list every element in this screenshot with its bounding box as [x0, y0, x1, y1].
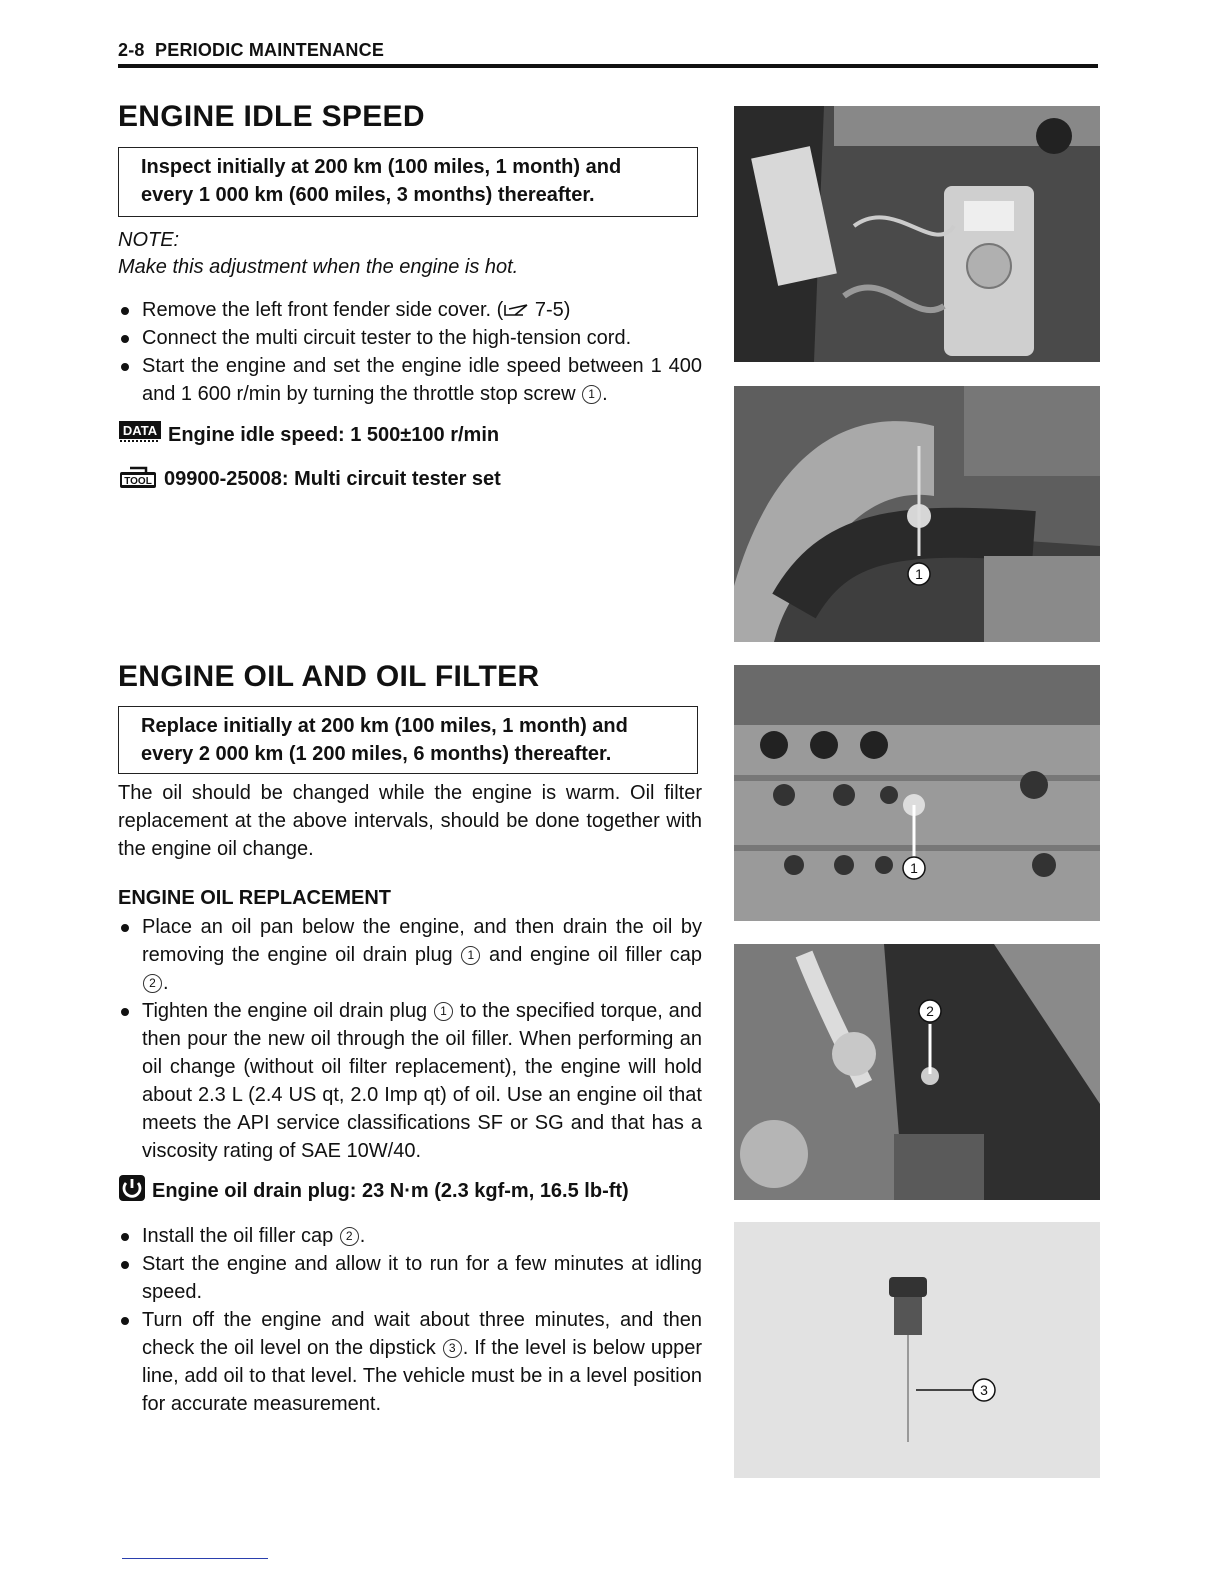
oil-steps: [118, 913, 702, 1165]
svg-text:1: 1: [910, 860, 918, 876]
photo-tester-connection: [734, 106, 1100, 362]
tool-spec: [118, 464, 501, 494]
svg-text:3: 3: [980, 1382, 988, 1398]
svg-text:TOOL: TOOL: [124, 476, 152, 487]
tool-value: 09900-25008: Multi circuit tester set: [164, 467, 501, 490]
oil-step-2: Tighten the engine oil drain plug 1 to the specified torque, and then pour the new oil through the oil filler. When performing an oil change (without oil filter replacement), the engine will hold about 2.3 L (2.4 US qt, 2.0 Imp qt) of oil. Use an engine oil that meets the API service classifications SF or SG and that has a viscosity rating of SAE 10W/40.: [118, 997, 702, 1165]
oil-step-5: Turn off the engine and wait about three minutes, and then check the oil level on the dipstick 3 . If the level is below upper line, add oil to that level. The vehicle must be in a level position for accurate measurement.: [118, 1306, 702, 1418]
svg-text:1: 1: [915, 566, 923, 582]
callout-1-marker: 1: [434, 1002, 453, 1021]
photo-oil-filler-cap: [734, 944, 1100, 1200]
oil-replacement-heading: ENGINE OIL REPLACEMENT: [118, 887, 391, 909]
callout-2-marker: 2: [143, 974, 162, 993]
oil-box-line1: Replace initially at 200 km (100 miles, 1 month) and: [141, 715, 628, 737]
photo-throttle-stop-screw: [734, 386, 1100, 642]
header-rule: [118, 64, 1098, 68]
callout-1-marker: 1: [461, 946, 480, 965]
callout-1-marker: 1: [582, 385, 601, 404]
idle-speed-value: Engine idle speed: 1 500±100 r/min: [168, 423, 500, 446]
oil-box-line2: every 2 000 km (1 200 miles, 6 months) thereafter.: [141, 743, 612, 765]
oil-final-steps: [118, 1222, 702, 1418]
oil-step-3: Install the oil filler cap 2 .: [118, 1222, 702, 1250]
idle-interval-box: [118, 147, 698, 217]
photo-oil-drain-plug: [734, 665, 1100, 921]
idle-step-1: Remove the left front fender side cover. ( 7-5): [118, 296, 702, 324]
callout-2-marker: 2: [340, 1227, 359, 1246]
photo-dipstick: [734, 1222, 1100, 1478]
idle-speed-spec: [118, 420, 499, 450]
oil-step-4: Start the engine and allow it to run for a few minutes at idling speed.: [118, 1250, 702, 1306]
reference-arrow-icon: [503, 302, 529, 318]
header-title: 2-8 PERIODIC MAINTENANCE: [118, 40, 385, 60]
idle-steps: [118, 296, 702, 408]
idle-box-line1: Inspect initially at 200 km (100 miles, 1 month) and: [141, 156, 622, 178]
note-text: Make this adjustment when the engine is hot.: [118, 256, 519, 278]
svg-text:2: 2: [926, 1003, 934, 1019]
data-icon: [118, 419, 162, 451]
footer-line: [122, 1558, 268, 1559]
torque-icon: [118, 1174, 146, 1208]
idle-title: ENGINE IDLE SPEED: [118, 100, 425, 133]
idle-step-2: Connect the multi circuit tester to the high-tension cord.: [118, 324, 702, 352]
callout-3-marker: 3: [443, 1339, 462, 1358]
svg-text:DATA: DATA: [122, 423, 158, 438]
oil-interval-box: [118, 706, 698, 774]
oil-intro: The oil should be changed while the engine is warm. Oil filter replacement at the above intervals, should be done together with the engine oil change.: [118, 782, 702, 860]
oil-title: ENGINE OIL AND OIL FILTER: [118, 660, 540, 693]
torque-spec: [118, 1176, 629, 1206]
page-header: [118, 40, 1098, 68]
oil-step-1: Place an oil pan below the engine, and then drain the oil by removing the engine oil drain plug 1 and engine oil filler cap 2 .: [118, 913, 702, 997]
torque-value: Engine oil drain plug: 23 N·m (2.3 kgf-m, 16.5 lb-ft): [152, 1179, 629, 1202]
tool-icon: [118, 462, 158, 496]
idle-step-3: Start the engine and set the engine idle speed between 1 400 and 1 600 r/min by turning the throttle stop screw 1 .: [118, 352, 702, 408]
note-label: NOTE:: [118, 229, 180, 251]
idle-box-line2: every 1 000 km (600 miles, 3 months) thereafter.: [141, 184, 595, 206]
